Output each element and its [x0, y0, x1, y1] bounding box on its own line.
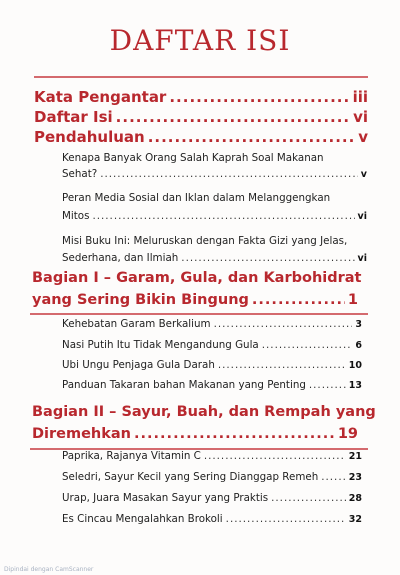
toc-page-number: 13: [348, 380, 362, 391]
toc-entry-bagian-1[interactable]: [32, 292, 358, 308]
leader-dots: [100, 168, 358, 180]
leader-dots: [321, 471, 346, 483]
toc-entry-label: yang Sering Bikin Bingung: [32, 292, 249, 308]
toc-subentry[interactable]: [62, 513, 362, 525]
toc-subentry-label: Panduan Takaran bahan Makanan yang Penting: [62, 379, 306, 391]
title-divider: [34, 76, 368, 78]
leader-dots: [218, 359, 346, 371]
toc-subentry-label: Sehat?: [62, 168, 98, 180]
toc-entry-bagian-2[interactable]: [32, 426, 358, 442]
toc-page-number: vi: [353, 108, 368, 126]
part-divider: [30, 313, 368, 315]
leader-dots: [226, 513, 346, 525]
leader-dots: [116, 108, 350, 126]
leader-dots: [309, 379, 346, 391]
leader-dots: [214, 318, 353, 330]
leader-dots: [181, 252, 354, 264]
leader-dots: [134, 426, 335, 442]
toc-subentry-label: Es Cincau Mengalahkan Brokoli: [62, 513, 223, 525]
scanner-watermark: Dipindai dengan CamScanner: [4, 566, 94, 573]
toc-subentry-misi-buku[interactable]: [62, 252, 367, 264]
toc-page-number: 19: [337, 426, 358, 442]
leader-dots: [204, 450, 346, 462]
toc-entry-label: Diremehkan: [32, 426, 132, 442]
toc-page-number: v: [360, 169, 367, 180]
leader-dots: [92, 210, 354, 222]
toc-subentry-label: Paprika, Rajanya Vitamin C: [62, 450, 201, 462]
toc-subentry-label: Nasi Putih Itu Tidak Mengandung Gula: [62, 339, 259, 351]
toc-subentry-label: Kehebatan Garam Berkalium: [62, 318, 211, 330]
toc-subentry[interactable]: [62, 318, 362, 330]
toc-subentry[interactable]: [62, 339, 362, 351]
toc-subentry-label: Sederhana, dan Ilmiah: [62, 252, 179, 264]
toc-page-number: 23: [348, 472, 362, 483]
toc-entry-label: Daftar Isi: [34, 108, 113, 126]
leader-dots: [169, 88, 349, 106]
toc-page-number: 10: [348, 360, 362, 371]
toc-page-number: vi: [357, 211, 367, 222]
toc-subentry-label: Ubi Ungu Penjaga Gula Darah: [62, 359, 215, 371]
toc-subentry-line: Misi Buku Ini: Meluruskan dengan Fakta Gizi yang Jelas,: [62, 235, 348, 247]
toc-subentry[interactable]: [62, 450, 362, 462]
toc-page-number: 1: [347, 292, 358, 308]
toc-subentry[interactable]: [62, 359, 362, 371]
toc-page-number: vi: [357, 253, 367, 264]
toc-entry-label: Kata Pengantar: [34, 88, 167, 106]
toc-subentry[interactable]: [62, 379, 362, 391]
leader-dots: [148, 128, 356, 146]
toc-page-number: iii: [352, 88, 368, 106]
toc-page-number: 21: [348, 451, 362, 462]
toc-page-number: 3: [355, 319, 362, 330]
leader-dots: [271, 492, 346, 504]
leader-dots: [262, 339, 353, 351]
toc-subentry-label: Urap, Juara Masakan Sayur yang Praktis: [62, 492, 269, 504]
toc-entry-daftar-isi[interactable]: [34, 108, 368, 126]
toc-page-number: 28: [348, 493, 362, 504]
toc-subentry-label: Seledri, Sayur Kecil yang Sering Dianggap Remeh: [62, 471, 319, 483]
toc-subentry[interactable]: [62, 492, 362, 504]
toc-subentry[interactable]: [62, 471, 362, 483]
part-heading: Bagian I – Garam, Gula, dan Karbohidrat: [32, 270, 362, 286]
toc-subentry-media-sosial[interactable]: [62, 210, 367, 222]
toc-page-number: 32: [348, 514, 362, 525]
toc-entry-label: Pendahuluan: [34, 128, 145, 146]
part-heading: Bagian II – Sayur, Buah, dan Rempah yang: [32, 404, 376, 420]
toc-entry-kata-pengantar[interactable]: [34, 88, 368, 106]
toc-entry-pendahuluan[interactable]: [34, 128, 368, 146]
toc-subentry-label: Mitos: [62, 210, 90, 222]
toc-page-number: 6: [355, 340, 362, 351]
toc-subentry-line: Kenapa Banyak Orang Salah Kaprah Soal Makanan: [62, 152, 324, 164]
page-title: DAFTAR ISI: [109, 24, 291, 57]
toc-subentry-line: Peran Media Sosial dan Iklan dalam Melanggengkan: [62, 192, 331, 204]
leader-dots: [252, 292, 345, 308]
toc-subentry-salah-kaprah[interactable]: [62, 168, 367, 180]
toc-page-number: v: [358, 128, 368, 146]
